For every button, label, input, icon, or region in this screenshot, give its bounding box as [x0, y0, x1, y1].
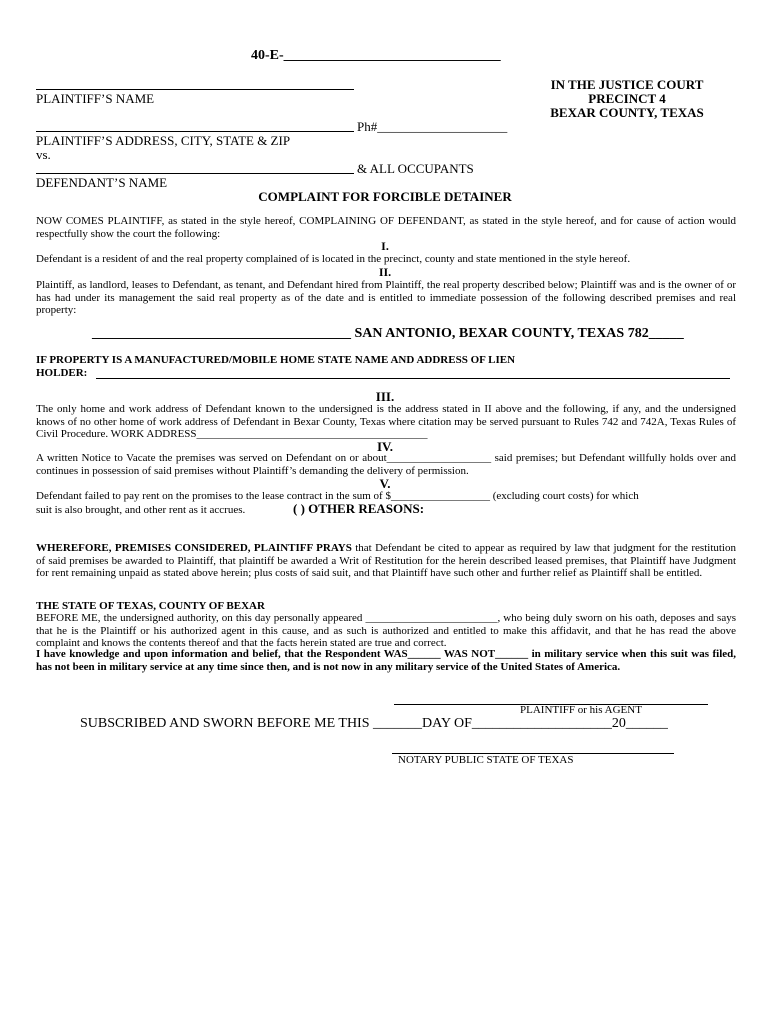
- wherefore-bold: WHEREFORE, PREMISES CONSIDERED, PLAINTIFF PRAYS: [36, 542, 352, 554]
- state-county-heading: THE STATE OF TEXAS, COUNTY OF BEXAR: [36, 600, 265, 612]
- plaintiff-name-line: [36, 89, 354, 90]
- subscribed-sworn-line: SUBSCRIBED AND SWORN BEFORE ME THIS _______DAY OF____________________20______: [80, 716, 668, 731]
- defendant-name-label: DEFENDANT’S NAME: [36, 175, 168, 190]
- oath-paragraph: BEFORE ME, the undersigned authority, on this day personally appeared ________________________, who being duly sworn on his oath, deposes and says that he is the Plaintiff or his authorized agent in this cause, and as such is authorized and entitled to make this affidavit, and that he has read the above complaint and knows the contents thereof and that the facts herein stated are true and correct.: [36, 612, 736, 649]
- defendant-name-line: [36, 173, 354, 174]
- property-address-line: _____________________________________ SAN ANTONIO, BEXAR COUNTY, TEXAS 782_____: [92, 326, 684, 341]
- section-1-text: Defendant is a resident of and the real property complained of is located in the precinct, county and state mentioned in the style hereof.: [36, 253, 631, 265]
- section-5-line1: Defendant failed to pay rent on the promises to the lease contract in the sum of $__________________ (excluding court costs) for which: [36, 490, 639, 502]
- section-5-line2: suit is also brought, and other rent as it accrues.: [36, 504, 246, 516]
- section-1-heading: I.: [381, 239, 389, 253]
- military-service-paragraph: I have knowledge and upon information and belief, that the Respondent WAS______ WAS NOT______ in military service when this suit was filed, has not been in military service at any time since then, and is not now in any military service of the United States of America.: [36, 648, 736, 673]
- other-reasons-checkbox: ( ) OTHER REASONS:: [293, 501, 425, 516]
- plaintiff-address-line: [36, 131, 354, 132]
- court-precinct: PRECINCT 4: [588, 91, 666, 106]
- wherefore-paragraph: [36, 542, 736, 580]
- section-2-heading: II.: [378, 265, 392, 279]
- lien-holder-line1: IF PROPERTY IS A MANUFACTURED/MOBILE HOME STATE NAME AND ADDRESS OF LIEN: [36, 354, 516, 366]
- all-occupants-text: & ALL OCCUPANTS: [357, 161, 474, 176]
- section-4-heading: IV.: [376, 439, 394, 454]
- section-3-heading: III.: [375, 389, 395, 404]
- plaintiff-name-label: PLAINTIFF’S NAME: [36, 91, 155, 106]
- plaintiff-agent-label: PLAINTIFF or his AGENT: [520, 704, 642, 716]
- court-name: IN THE JUSTICE COURT: [550, 77, 704, 92]
- intro-paragraph: NOW COMES PLAINTIFF, as stated in the style hereof, COMPLAINING OF DEFENDANT, as stated in the style hereof, and for cause of action would respectfully show the court the following:: [36, 215, 736, 240]
- section-4-text: A written Notice to Vacate the premises was served on Defendant on or about___________________ said premises; but Defendant willfully holds over and continues in possession of said premises without Plaintiff’s demanding the delivery of permission.: [36, 452, 736, 477]
- versus-text: vs.: [36, 147, 51, 162]
- section-2-text: Plaintiff, as landlord, leases to Defendant, as tenant, and Defendant hired from Plaintiff, the real property described below; Plaintiff was and is the owner of or has had under its management the said real property as of the date and is entitled to immediate possession of the following described premises and real property:: [36, 279, 736, 316]
- phone-field: Ph#____________________: [357, 119, 508, 134]
- lien-holder-label: HOLDER:: [36, 367, 88, 379]
- section-5-heading: V.: [379, 476, 391, 491]
- plaintiff-address-label: PLAINTIFF’S ADDRESS, CITY, STATE & ZIP: [36, 133, 291, 148]
- form-number: 40-E-_______________________________: [251, 48, 501, 63]
- notary-label: NOTARY PUBLIC STATE OF TEXAS: [398, 754, 574, 766]
- court-county: BEXAR COUNTY, TEXAS: [550, 105, 704, 120]
- document-title: COMPLAINT FOR FORCIBLE DETAINER: [258, 189, 512, 204]
- section-3-text: The only home and work address of Defendant known to the undersigned is the address stated in II above and the following, if any, and the undersigned knows of no other home of work address of Defendant in Bexar County, Texas where citation may be served pursuant to Rules 742 and 742A, Texas Rules of Civil Procedure. WORK ADDRESS__________________________________________: [36, 403, 736, 440]
- lien-holder-line: [96, 378, 730, 379]
- wherefore-text: that Defendant be cited to appear as required by law that judgment for the restitution of said premises be awarded to Plaintiff, that plaintiff be awarded a Writ of Restitution for the herein described leased premises, that Plaintiff have Judgment for rent remaining unpaid as stated above herein; plus costs of said suit, and that Plaintiff have such other and further relief as Plaintiff shall be entitled.: [36, 542, 736, 579]
